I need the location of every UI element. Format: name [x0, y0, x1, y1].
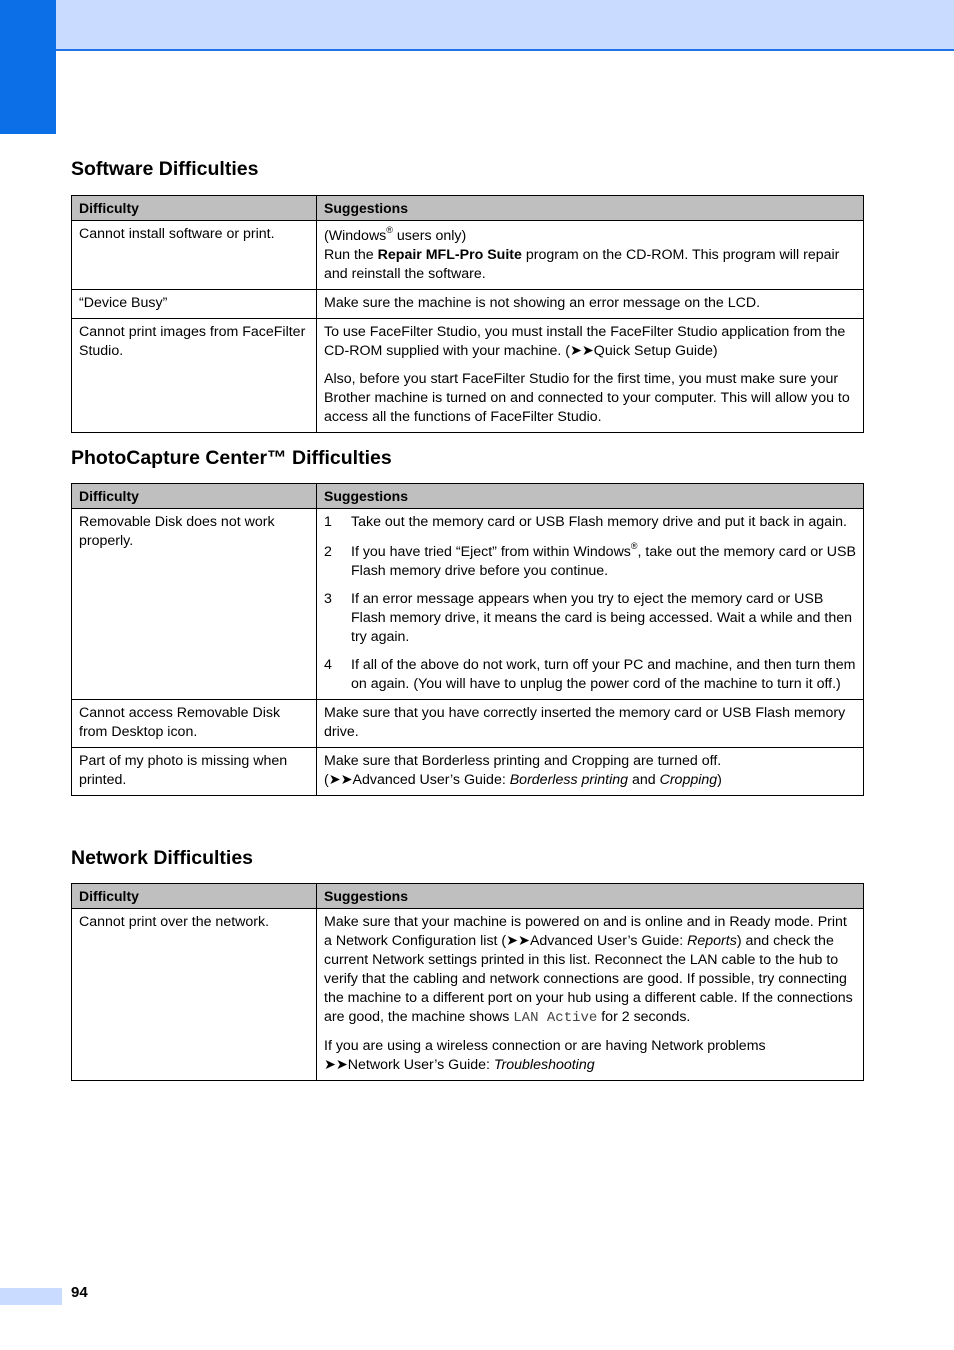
- section-title-photocapture: PhotoCapture Center™ Difficulties: [71, 447, 392, 469]
- lcd-message: LAN Active: [513, 1010, 598, 1026]
- section-title-network: Network Difficulties: [71, 847, 254, 869]
- table-row: [72, 319, 864, 433]
- difficulty-cell: Part of my photo is missing when printed.: [72, 748, 317, 796]
- chapter-tab: [0, 0, 56, 134]
- difficulty-cell: Cannot print images from FaceFilter Studio.: [72, 319, 317, 433]
- step-list: [324, 513, 856, 694]
- double-arrow-icon: ➤➤: [570, 343, 594, 359]
- header-difficulty: Difficulty: [72, 196, 317, 221]
- table-header-row: [72, 484, 864, 509]
- difficulty-cell: Cannot print over the network.: [72, 909, 317, 1081]
- header-difficulty: Difficulty: [72, 884, 317, 909]
- double-arrow-icon: ➤➤: [328, 772, 353, 788]
- suggestion-cell: (Windows® users only) Run the Repair MFL-Pro Suite program on the CD-ROM. This program will repair and reinstall the software.: [317, 221, 864, 290]
- suggestion-cell: To use FaceFilter Studio, you must install the FaceFilter Studio application from the CD-ROM supplied with your machine. (➤➤Quick Setup Guide) Also, before you start FaceFilter Studio for the first time, you must make sure your Brother machine is turned on and connected to your computer. This will allow you to access all the functions of FaceFilter Studio.: [317, 319, 864, 433]
- suggestion-cell: [317, 509, 864, 700]
- difficulty-cell: Cannot access Removable Disk from Desktop icon.: [72, 700, 317, 748]
- table-row: [72, 909, 864, 1081]
- suggestion-cell: Make sure that Borderless printing and Cropping are turned off. (➤➤Advanced User’s Guide: Borderless printing and Cropping): [317, 748, 864, 796]
- table-header-row: [72, 196, 864, 221]
- difficulty-cell: “Device Busy”: [72, 290, 317, 319]
- table-row: [72, 748, 864, 796]
- table-row: [72, 221, 864, 290]
- footer-band: [0, 1288, 62, 1305]
- header-suggestions: Suggestions: [317, 196, 864, 221]
- header-suggestions: Suggestions: [317, 484, 864, 509]
- suggestion-cell: Make sure that your machine is powered on and is online and in Ready mode. Print a Network Configuration list (➤➤Advanced User’s Guide: Reports) and check the current Network settings printed in this list. Reconnect the LAN cable to the hub to verify that the cabling and network connections are good. If possible, try connecting the machine to a different port on your hub using a different cable. If the connections are good, the machine shows LAN Active for 2 seconds. If you are using a wireless connection or are having Network problems ➤➤Network User’s Guide: Troubleshooting: [317, 909, 864, 1081]
- list-item: 2 If you have tried “Eject” from within Windows®, take out the memory card or USB Flash memory drive before you continue.: [324, 541, 856, 579]
- photocapture-table: [71, 483, 864, 796]
- suggestion-cell: Make sure the machine is not showing an error message on the LCD.: [317, 290, 864, 319]
- list-item: 3 If an error message appears when you try to eject the memory card or USB Flash memory drive, it means the card is being accessed. Wait a while and then try again.: [324, 591, 852, 645]
- header-difficulty: Difficulty: [72, 484, 317, 509]
- difficulty-cell: Removable Disk does not work properly.: [72, 509, 317, 700]
- suggestion-cell: Make sure that you have correctly inserted the memory card or USB Flash memory drive.: [317, 700, 864, 748]
- list-item: 4 If all of the above do not work, turn off your PC and machine, and then turn them on again. (You will have to unplug the power cord of the machine to turn it off.): [324, 657, 856, 692]
- difficulty-cell: Cannot install software or print.: [72, 221, 317, 290]
- section-title-software: Software Difficulties: [71, 158, 259, 180]
- table-row: [72, 509, 864, 700]
- network-table: [71, 883, 864, 1081]
- list-item: 1 Take out the memory card or USB Flash memory drive and put it back in again.: [324, 514, 847, 530]
- double-arrow-icon: ➤➤: [506, 933, 530, 949]
- table-header-row: [72, 884, 864, 909]
- page-number: 94: [71, 1284, 88, 1301]
- software-table: [71, 195, 864, 433]
- table-row: [72, 700, 864, 748]
- double-arrow-icon: ➤➤: [324, 1057, 348, 1073]
- header-band: [0, 0, 954, 51]
- header-suggestions: Suggestions: [317, 884, 864, 909]
- table-row: [72, 290, 864, 319]
- program-name: Repair MFL-Pro Suite: [377, 247, 522, 263]
